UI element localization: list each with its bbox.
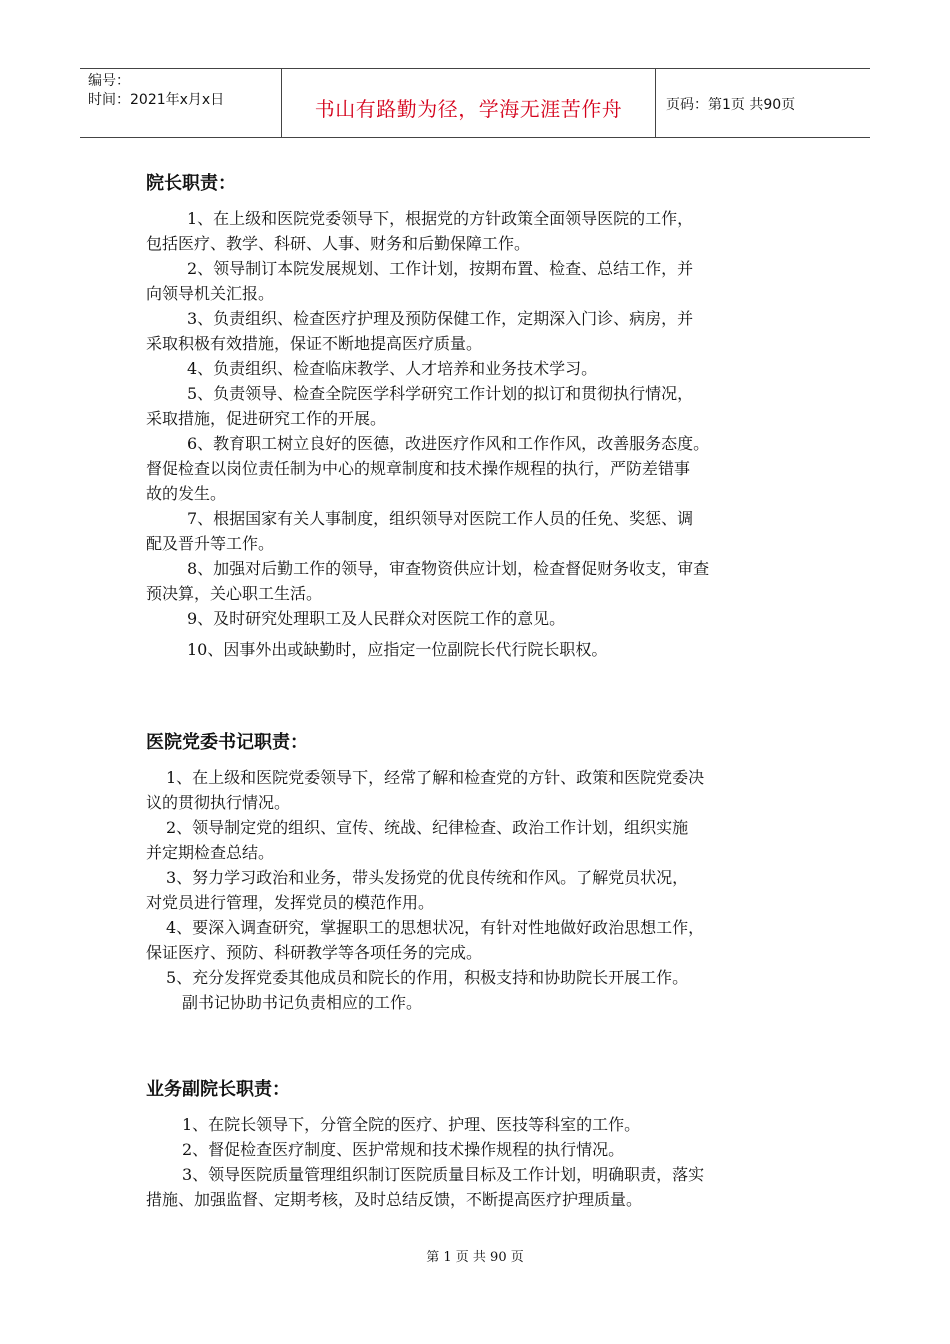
header-page-info: 页码：第1页 共90页 [666, 97, 796, 113]
header-meta [88, 72, 224, 110]
section-vice-director-duties [146, 1077, 826, 1212]
paragraph-line: 5、充分发挥党委其他成员和院长的作用，积极支持和协助院长开展工作。 [166, 968, 689, 987]
paragraph-line: 7、根据国家有关人事制度，组织领导对医院工作人员的任免、奖惩、调 [187, 509, 694, 528]
paragraph-line: 预决算，关心职工生活。 [146, 584, 323, 603]
paragraph-line: 督促检查以岗位责任制为中心的规章制度和技术操作规程的执行，严防差错事 [146, 459, 691, 478]
paragraph-line: 措施、加强监督、定期考核，及时总结反馈，不断提高医疗护理质量。 [146, 1190, 643, 1209]
paragraph-line: 6、教育职工树立良好的医德，改进医疗作风和工作作风，改善服务态度。 [187, 434, 710, 453]
paragraph-line: 议的贯彻执行情况。 [146, 793, 291, 812]
paragraph-line: 4、负责组织、检查临床教学、人才培养和业务技术学习。 [187, 359, 598, 378]
paragraph-line: 5、负责领导、检查全院医学科学研究工作计划的拟订和贯彻执行情况， [187, 384, 694, 403]
section-title: 业务副院长职责： [146, 1079, 290, 1100]
paragraph-line: 1、在上级和医院党委领导下，经常了解和检查党的方针、政策和医院党委决 [166, 768, 705, 787]
paragraph-line: 10、因事外出或缺勤时，应指定一位副院长代行院长职权。 [187, 640, 608, 659]
page-footer: 第 1 页 共 90 页 [426, 1250, 524, 1265]
paragraph-line: 1、在上级和医院党委领导下，根据党的方针政策全面领导医院的工作， [187, 209, 694, 228]
paragraph-line: 采取积极有效措施，保证不断地提高医疗质量。 [146, 334, 483, 353]
section-title: 院长职责： [146, 173, 236, 194]
paragraph-line: 3、负责组织、检查医疗护理及预防保健工作，定期深入门诊、病房，并 [187, 309, 694, 328]
paragraph-line: 2、领导制订本院发展规划、工作计划，按期布置、检查、总结工作，并 [187, 259, 694, 278]
header-divider [655, 69, 656, 137]
paragraph-line: 副书记协助书记负责相应的工作。 [182, 993, 423, 1012]
paragraph-line: 对党员进行管理，发挥党员的模范作用。 [146, 893, 435, 912]
number-label: 编号： [88, 73, 130, 89]
paragraph-line: 包括医疗、教学、科研、人事、财务和后勤保障工作。 [146, 234, 531, 253]
paragraph-line: 2、督促检查医疗制度、医护常规和技术操作规程的执行情况。 [182, 1140, 625, 1159]
page-header [80, 68, 870, 138]
paragraph-line: 配及晋升等工作。 [146, 534, 275, 553]
paragraph-line: 9、及时研究处理职工及人民群众对医院工作的意见。 [187, 609, 566, 628]
time-label: 时间：2021年x月x日 [88, 92, 225, 108]
paragraph-line: 1、在院长领导下，分管全院的医疗、护理、医技等科室的工作。 [182, 1115, 641, 1134]
paragraph-line: 8、加强对后勤工作的领导，审查物资供应计划，检查督促财务收支，审查 [187, 559, 710, 578]
paragraph-line: 向领导机关汇报。 [146, 284, 275, 303]
paragraph-line: 2、领导制定党的组织、宣传、统战、纪律检查、政治工作计划，组织实施 [166, 818, 689, 837]
section-party-secretary-duties [146, 730, 826, 1015]
header-motto: 书山有路勤为径，学海无涯苦作舟 [314, 97, 623, 121]
section-director-duties [146, 171, 826, 662]
paragraph-line: 3、领导医院质量管理组织制订医院质量目标及工作计划，明确职责，落实 [182, 1165, 705, 1184]
paragraph-line: 并定期检查总结。 [146, 843, 275, 862]
paragraph-line: 故的发生。 [146, 484, 227, 503]
paragraph-line: 4、要深入调查研究，掌握职工的思想状况，有针对性地做好政治思想工作， [166, 918, 705, 937]
section-title: 医院党委书记职责： [146, 732, 308, 753]
paragraph-line: 3、努力学习政治和业务，带头发扬党的优良传统和作风。了解党员状况， [166, 868, 689, 887]
paragraph-line: 采取措施，促进研究工作的开展。 [146, 409, 387, 428]
paragraph-line: 保证医疗、预防、科研教学等各项任务的完成。 [146, 943, 483, 962]
